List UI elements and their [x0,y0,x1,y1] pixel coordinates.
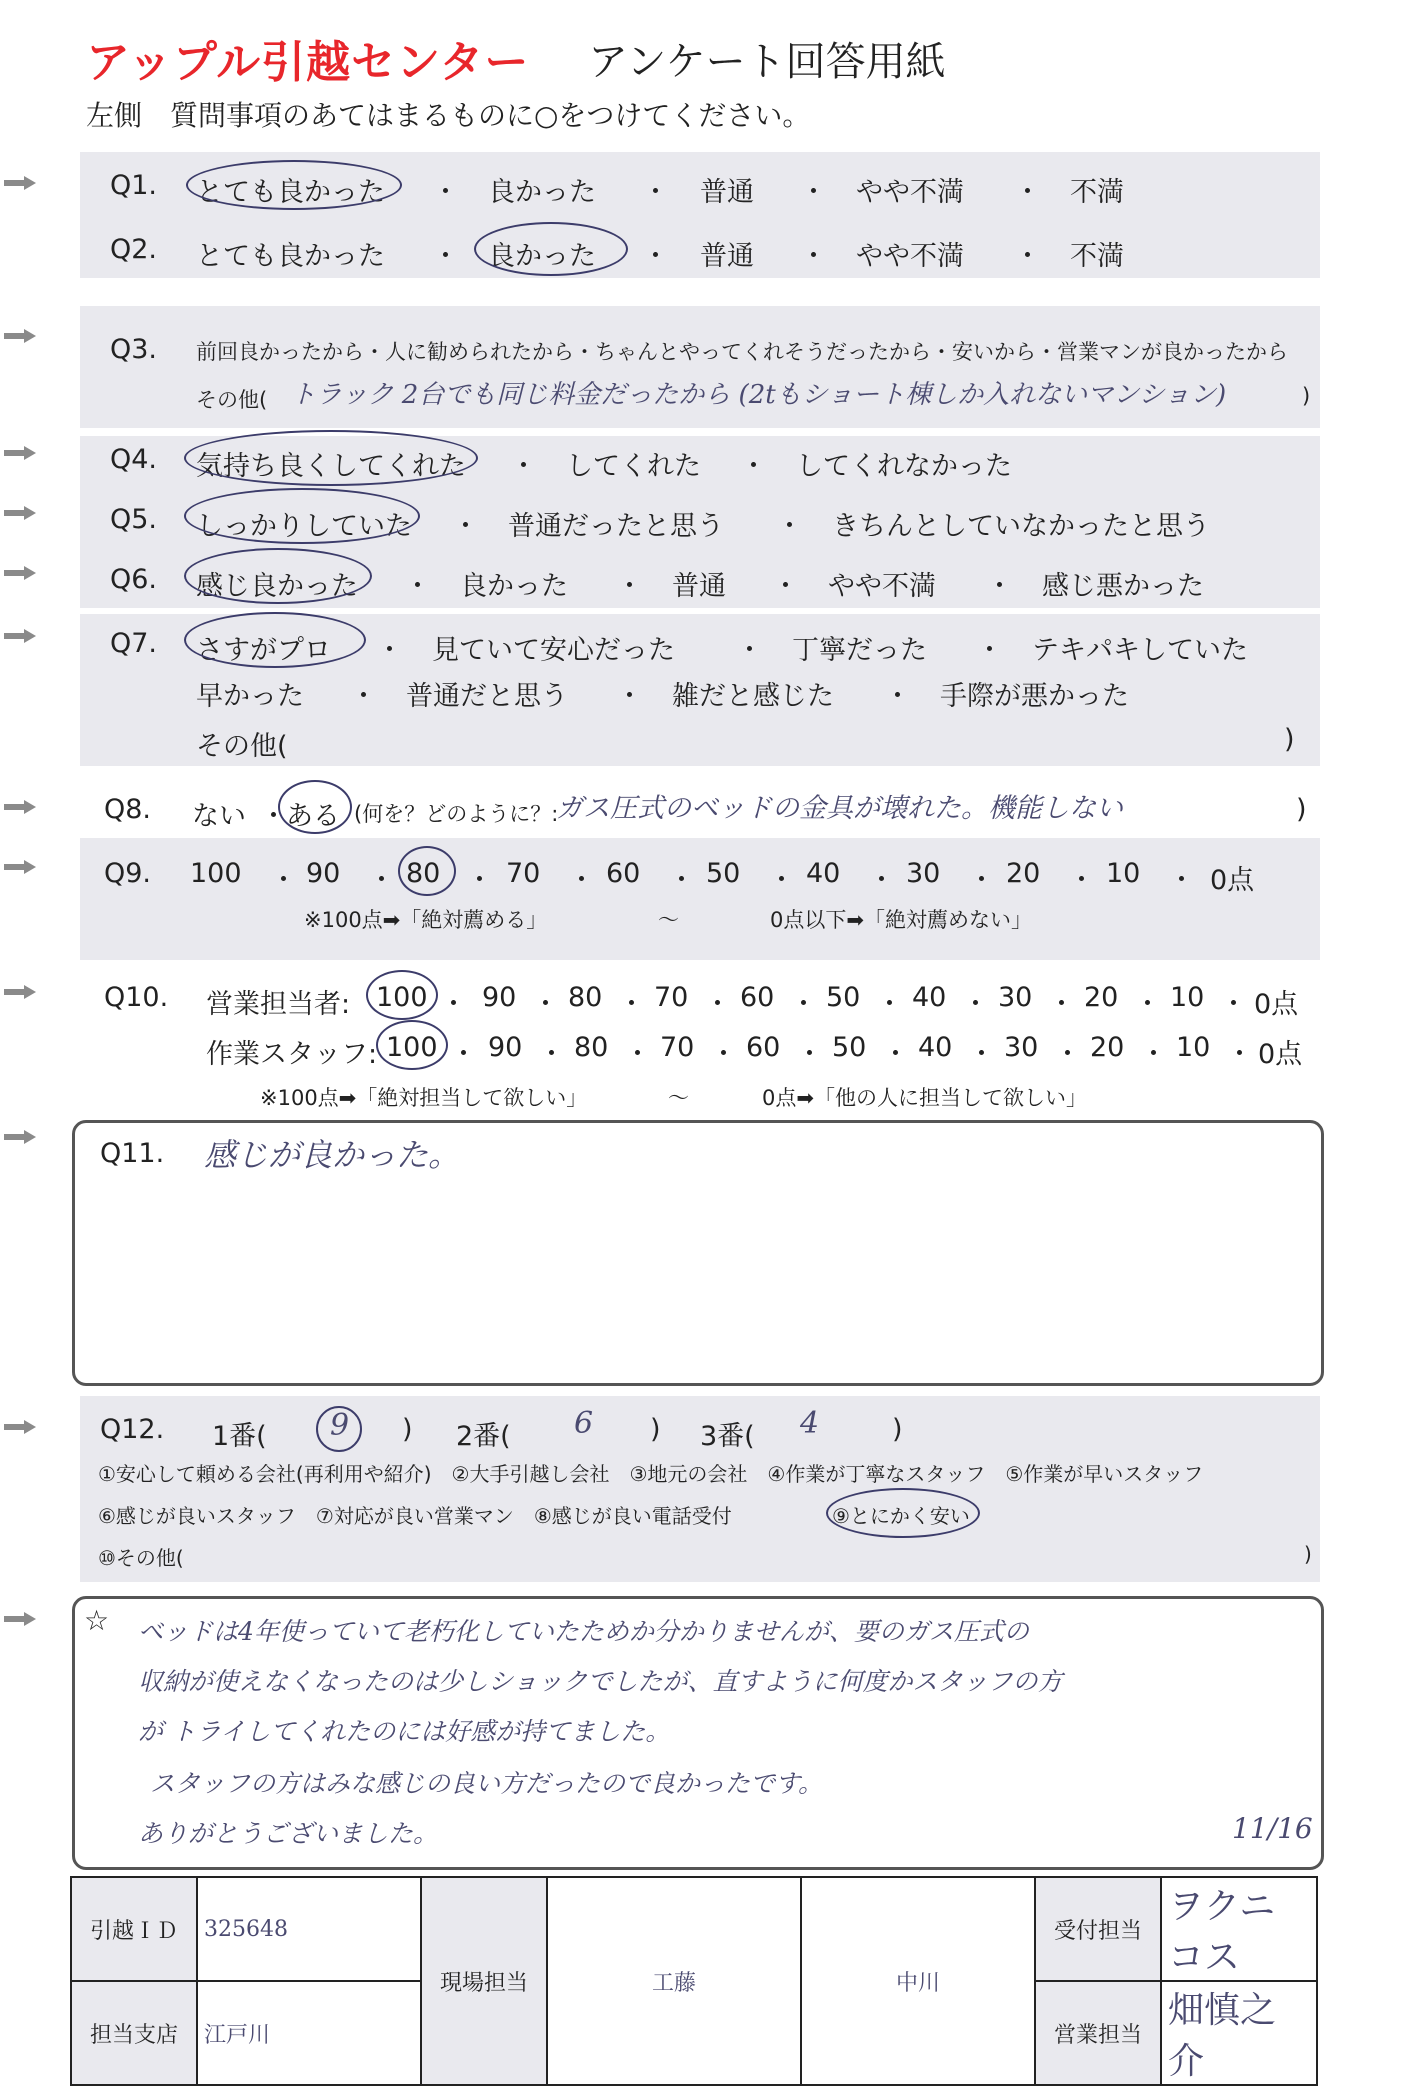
separator: ・ [532,989,559,1020]
separator: ・ [710,1039,737,1070]
answer-circle [184,430,478,486]
score-option[interactable]: 90 [488,1032,523,1063]
arrow-icon [4,506,38,520]
separator: ・ [270,865,297,896]
separator: ・ [776,511,803,542]
separator: ・ [740,451,767,482]
q8-option-yes[interactable]: ある [286,801,340,832]
score-option[interactable]: 70 [654,982,689,1013]
score-option[interactable]: 0点 [1258,1039,1303,1070]
separator: ・ [538,1039,565,1070]
q5-option[interactable]: きちんとしていなかったと思う [832,511,1210,542]
q2-option[interactable]: 普通 [700,241,754,272]
separator: ・ [704,989,731,1020]
close-paren: ) [892,1414,903,1445]
q8-answer[interactable]: ガス圧式のベッドの金具が壊れた。機能しない [556,793,1123,824]
separator: ・ [368,865,395,896]
answer-circle [316,1406,362,1452]
q1-number: Q1. [110,170,158,201]
separator: ・ [968,865,995,896]
separator: ・ [432,241,459,272]
close-paren: ) [1302,384,1311,408]
separator: ・ [986,571,1013,602]
answer-circle [186,160,402,210]
separator: ・ [452,511,479,542]
close-paren: ) [650,1414,661,1445]
separator: ・ [624,1039,651,1070]
separator: ・ [962,989,989,1020]
score-option[interactable]: 80 [406,858,441,889]
separator: ・ [768,865,795,896]
site-staff-2: 中川 [801,1877,1035,2085]
q4-number: Q4. [110,444,158,475]
arrow-icon [4,629,38,643]
comment-date: 11/16 [1232,1812,1313,1845]
q7-option[interactable]: テキパキしていた [1032,635,1248,666]
separator: ・ [432,177,459,208]
form-subtitle: アンケート回答用紙 [588,39,946,85]
q8-option-no[interactable]: ない [192,801,246,832]
answer-circle [184,612,366,668]
arrow-icon [4,860,38,874]
arrow-icon [4,1612,38,1626]
close-paren: ) [1304,1542,1312,1566]
score-option[interactable]: 40 [806,858,841,889]
score-option[interactable]: 90 [482,982,517,1013]
q8-number: Q8. [104,794,152,825]
q9-number: Q9. [104,858,152,889]
separator: ・ [260,801,287,832]
sales-value: 畑慎之介 [1161,1981,1317,2085]
score-option[interactable]: 30 [1004,1032,1039,1063]
q7-other-label: その他( [196,731,288,762]
score-option[interactable]: 100 [386,1032,438,1063]
separator: ・ [976,635,1003,666]
score-option[interactable]: 30 [906,858,941,889]
score-option[interactable]: 40 [912,982,947,1013]
q7-option[interactable]: 手際が悪かった [940,681,1129,712]
q4-option[interactable]: してくれた [566,451,701,482]
reception-label: 受付担当 [1035,1877,1161,1981]
comment-line: 収納が使えなくなったのは少しショックでしたが、直すように何度かスタッフの方 [138,1667,1063,1696]
q6-option[interactable]: 良かった [460,571,568,602]
separator: ・ [1168,865,1195,896]
answer-circle [474,222,628,276]
q2-option[interactable]: とても良かった [196,241,385,272]
arrow-icon [4,800,38,814]
q1-option[interactable]: やや不満 [856,177,964,208]
separator: ・ [642,177,669,208]
q12-rank3-label: 3番( [700,1421,755,1452]
q6-option[interactable]: やや不満 [828,571,936,602]
q7-number: Q7. [110,628,158,659]
q12-rank3-value[interactable]: 4 [800,1406,820,1441]
separator: ・ [1014,241,1041,272]
separator: ・ [450,1039,477,1070]
separator: ・ [1134,989,1161,1020]
arrow-icon [4,329,38,343]
separator: ・ [968,1039,995,1070]
score-option[interactable]: 90 [306,858,341,889]
close-paren: ) [1296,794,1307,825]
q2-option[interactable]: 不満 [1070,241,1124,272]
staff-table [70,1876,1318,2086]
brand-title: アップル引越センター [86,37,530,88]
q4-option[interactable]: してくれなかった [796,451,1012,482]
q1-option[interactable]: 普通 [700,177,754,208]
separator: ・ [618,989,645,1020]
q12-number: Q12. [100,1414,165,1445]
q7-option[interactable]: 見ていて安心だった [432,635,675,666]
answer-circle [184,488,420,544]
arrow-icon [4,1420,38,1434]
q3-options-line[interactable]: 前回良かったから・人に勧められたから・ちゃんとやってくれそうだったから・安いから・営業マンが良かったから [196,340,1288,364]
separator: ・ [772,571,799,602]
score-option[interactable]: 40 [918,1032,953,1063]
score-option[interactable]: 50 [826,982,861,1013]
q10-sales-label: 営業担当者: [206,989,351,1020]
separator: ・ [790,989,817,1020]
q5-option[interactable]: 普通だったと思う [508,511,724,542]
id-label: 引越ＩＤ [71,1877,197,1981]
q9-note-right: 0点以下➡「絶対薦めない」 [770,908,1032,932]
score-option[interactable]: 70 [506,858,541,889]
separator: ・ [882,1039,909,1070]
star-icon: ☆ [84,1604,110,1637]
q2-option[interactable]: やや不満 [856,241,964,272]
q11-answer[interactable]: 感じが良かった。 [204,1136,461,1174]
score-option[interactable]: 30 [998,982,1033,1013]
answer-circle [826,1488,980,1538]
site-label: 現場担当 [421,1877,547,2085]
q8-prompt: (何を？どのように？: [354,802,559,826]
sales-label: 営業担当 [1035,1981,1161,2085]
q3-other-label: その他( [196,388,268,412]
score-option[interactable]: 50 [832,1032,867,1063]
separator: ・ [350,681,377,712]
separator: ・ [796,1039,823,1070]
q7-option[interactable]: 雑だと感じた [672,681,834,712]
score-option[interactable]: 0点 [1254,989,1299,1020]
q10-note-left: ※100点➡「絶対担当して欲しい」 [260,1086,588,1110]
q7-option[interactable]: 普通だと思う [406,681,568,712]
answer-circle [366,970,438,1020]
separator: ・ [1140,1039,1167,1070]
q5-option[interactable]: しっかりしていた [196,511,412,542]
score-option[interactable]: 20 [1084,982,1119,1013]
q7-option[interactable]: さすがプロ [196,635,331,666]
score-option[interactable]: 60 [606,858,641,889]
q9-note-left: ※100点➡「絶対薦める」 [304,908,548,932]
separator: ・ [1226,1039,1253,1070]
answer-circle [278,780,352,834]
q12-options-line: ①安心して頼める会社(再利用や紹介) ②大手引越し会社 ③地元の会社 ④作業が丁寧なスタッフ ⑤作業が早いスタッフ [98,1462,1204,1486]
score-option[interactable]: 60 [740,982,775,1013]
arrow-icon [4,1130,38,1144]
score-option[interactable]: 80 [574,1032,609,1063]
separator: ・ [1220,989,1247,1020]
q10-number: Q10. [104,982,169,1013]
close-paren: ) [1284,724,1295,755]
q9-tilde: ～ [658,908,679,932]
score-option[interactable]: 0点 [1210,865,1255,896]
separator: ・ [616,681,643,712]
score-option[interactable]: 70 [660,1032,695,1063]
separator: ・ [642,241,669,272]
answer-circle [398,846,456,896]
arrow-icon [4,176,38,190]
separator: ・ [668,865,695,896]
q1-option[interactable]: とても良かった [196,177,385,208]
separator: ・ [440,989,467,1020]
score-option[interactable]: 100 [376,982,428,1013]
site-staff-1: 工藤 [547,1877,801,2085]
reception-value: ヲクニコス [1161,1877,1317,1981]
separator: ・ [404,571,431,602]
score-option[interactable]: 10 [1106,858,1141,889]
arrow-icon [4,985,38,999]
q6-option[interactable]: 感じ良かった [196,571,358,602]
branch-value: 江戸川 [197,1981,421,2085]
q12-rank2-label: 2番( [456,1421,511,1452]
q10-staff-label: 作業スタッフ: [206,1039,378,1070]
q3-other-answer[interactable]: トラック 2台でも同じ料金だったから (2tもショート棟しか入れないマンション) [290,380,1227,410]
arrow-icon [4,566,38,580]
separator: ・ [1048,989,1075,1020]
score-option[interactable]: 20 [1090,1032,1125,1063]
separator: ・ [800,241,827,272]
id-value: 325648 [197,1877,421,1981]
q7-option[interactable]: 丁寧だった [792,635,927,666]
q4-option[interactable]: 気持ち良くしてくれた [196,451,466,482]
q2-option[interactable]: 良かった [488,241,596,272]
close-paren: ) [402,1414,413,1445]
answer-circle [376,1020,448,1070]
comment-line: スタッフの方はみな感じの良い方だったので良かったです。 [150,1769,824,1798]
answer-circle [184,548,372,604]
separator: ・ [376,635,403,666]
q12-option-9[interactable]: ⑨とにかく安い [832,1504,970,1528]
score-option[interactable]: 50 [706,858,741,889]
comment-line: が トライしてくれたのには好感が持てました。 [138,1717,671,1746]
separator: ・ [568,865,595,896]
separator: ・ [884,681,911,712]
separator: ・ [800,177,827,208]
score-option[interactable]: 10 [1170,982,1205,1013]
arrow-icon [4,446,38,460]
q6-option[interactable]: 感じ悪かった [1042,571,1204,602]
separator: ・ [1054,1039,1081,1070]
q12-rank2-value[interactable]: 6 [574,1406,594,1441]
q6-option[interactable]: 普通 [672,571,726,602]
q12-rank1-label: 1番( [212,1421,267,1452]
q6-number: Q6. [110,564,158,595]
separator: ・ [616,571,643,602]
score-option[interactable]: 60 [746,1032,781,1063]
score-option[interactable]: 10 [1176,1032,1211,1063]
q3-number: Q3. [110,334,158,365]
separator: ・ [868,865,895,896]
branch-label: 担当支店 [71,1981,197,2085]
separator: ・ [510,451,537,482]
score-option[interactable]: 20 [1006,858,1041,889]
comment-line: ありがとうございました。 [138,1819,439,1848]
q7-option[interactable]: 早かった [196,681,304,712]
q12-other-label: ⑩その他( [98,1546,184,1570]
q5-number: Q5. [110,504,158,535]
q2-number: Q2. [110,234,158,265]
q1-option[interactable]: 良かった [488,177,596,208]
q1-option[interactable]: 不満 [1070,177,1124,208]
score-option[interactable]: 80 [568,982,603,1013]
separator: ・ [876,989,903,1020]
q12-rank1-value[interactable]: 9 [330,1408,350,1443]
separator: ・ [1014,177,1041,208]
q12-options-line: ⑥感じが良いスタッフ ⑦対応が良い営業マン ⑧感じが良い電話受付 [98,1504,752,1528]
score-option[interactable]: 100 [190,858,242,889]
comment-line: ベッドは4年使っていて老朽化していたためか分かりませんが、要のガス圧式の [138,1617,1029,1646]
instruction-text: 左側 質問事項のあてはまるものに○をつけてください。 [86,99,811,132]
q9-band [80,838,1320,960]
q11-number: Q11. [100,1138,165,1169]
q10-note-right: 0点➡「他の人に担当して欲しい」 [762,1086,1087,1110]
separator: ・ [466,865,493,896]
separator: ・ [736,635,763,666]
q10-tilde: ～ [668,1086,689,1110]
separator: ・ [1068,865,1095,896]
